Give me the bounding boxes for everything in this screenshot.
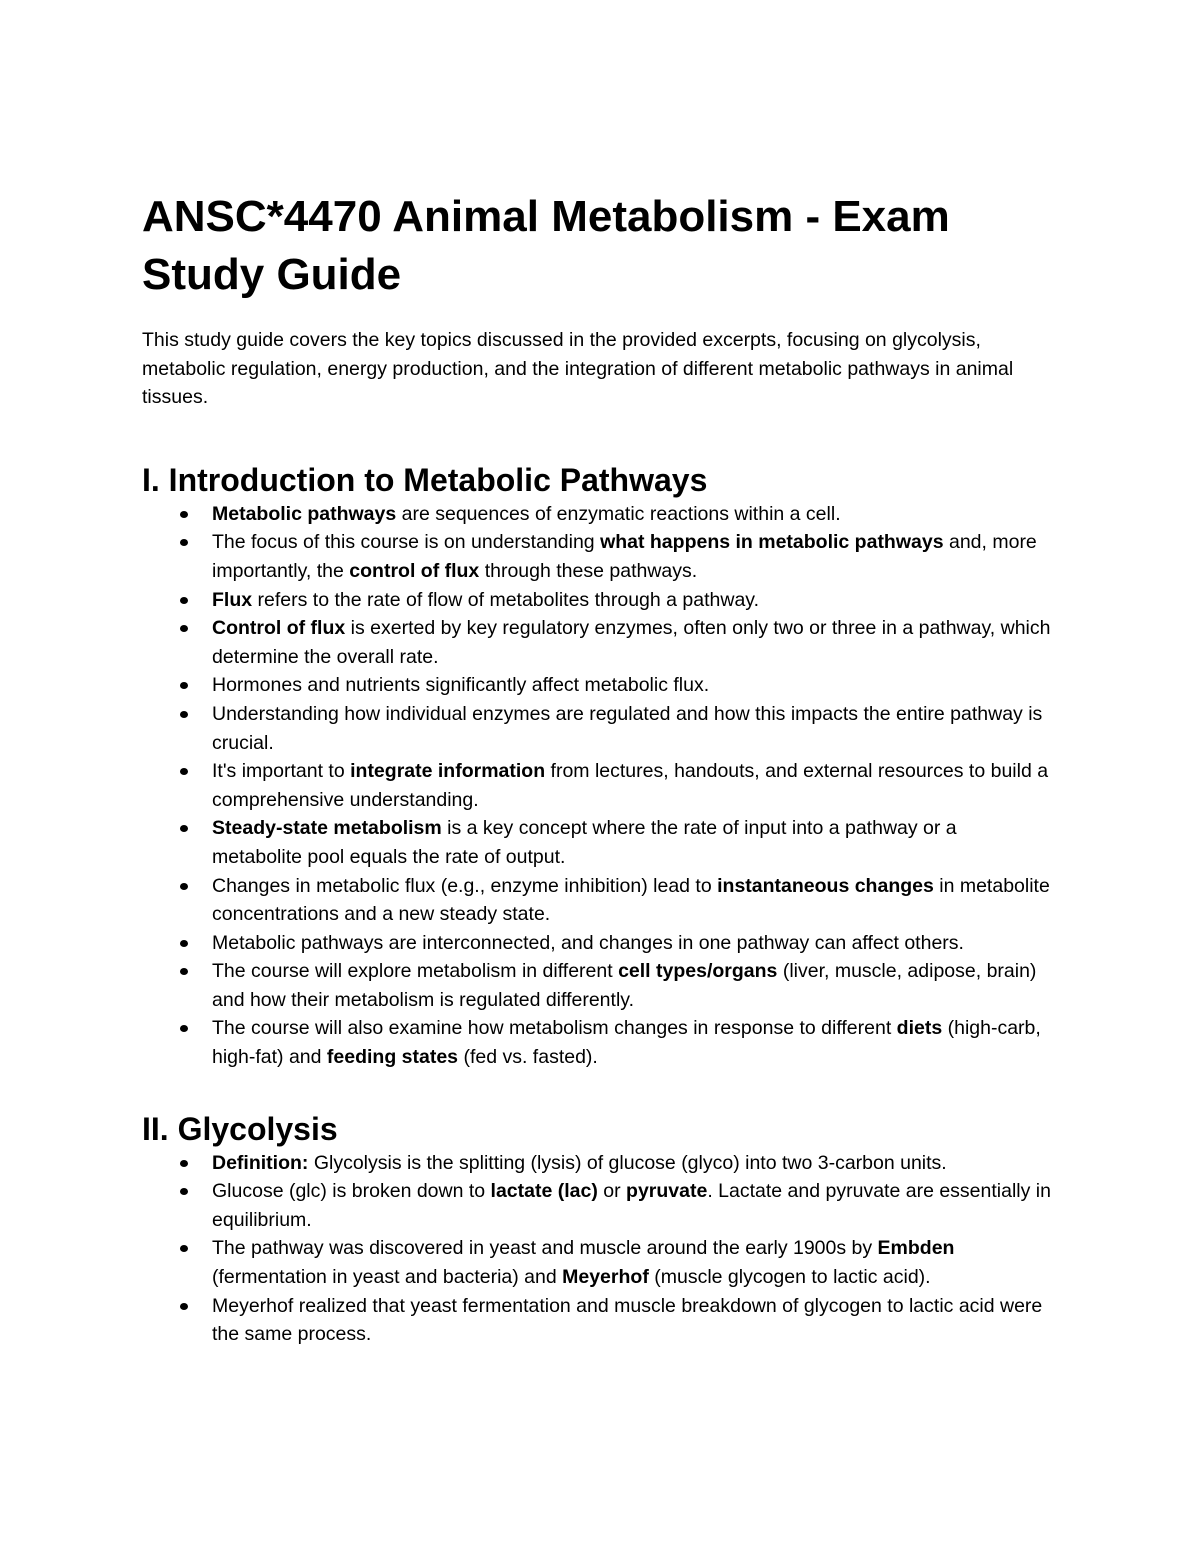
list-item: Changes in metabolic flux (e.g., enzyme inhibition) lead to instantaneous changes in metabolite concentrations and a new steady state. — [142, 872, 1052, 929]
bullet-icon — [180, 625, 188, 632]
list-item: Steady-state metabolism is a key concept where the rate of input into a pathway or a metabolite pool equals the rate of output. — [142, 814, 1052, 871]
bullet-icon — [180, 825, 188, 832]
section-introduction-list — [142, 500, 1052, 1072]
bullet-icon — [180, 597, 188, 604]
section-heading-introduction: I. Introduction to Metabolic Pathways — [142, 461, 708, 498]
bullet-icon — [180, 1188, 188, 1195]
bullet-icon — [180, 539, 188, 546]
list-item: Control of flux is exerted by key regulatory enzymes, often only two or three in a pathway, which determine the overall rate. — [142, 614, 1052, 671]
bullet-icon — [180, 768, 188, 775]
intro-paragraph: This study guide covers the key topics discussed in the provided excerpts, focusing on glycolysis, metabolic regulation, energy production, and the integration of different metabolic pathways in animal tissues. — [142, 329, 1014, 409]
list-item: Metabolic pathways are interconnected, and changes in one pathway can affect others. — [142, 929, 1052, 958]
document-page — [142, 188, 1052, 1349]
document-title: ANSC*4470 Animal Metabolism - Exam Study Guide — [142, 192, 950, 299]
section-glycolysis-list — [142, 1149, 1052, 1349]
list-item: Metabolic pathways are sequences of enzymatic reactions within a cell. — [142, 500, 1052, 529]
bullet-icon — [180, 1245, 188, 1252]
list-item: The pathway was discovered in yeast and muscle around the early 1900s by Embden (fermentation in yeast and bacteria) and Meyerhof (muscle glycogen to lactic acid). — [142, 1234, 1052, 1291]
bullet-icon — [180, 1160, 188, 1167]
list-item: The course will also examine how metabolism changes in response to different diets (high-carb, high-fat) and feeding states (fed vs. fasted). — [142, 1014, 1052, 1071]
list-item: Understanding how individual enzymes are regulated and how this impacts the entire pathway is crucial. — [142, 700, 1052, 757]
list-item: The focus of this course is on understanding what happens in metabolic pathways and, more importantly, the control of flux through these pathways. — [142, 528, 1052, 585]
bullet-icon — [180, 883, 188, 890]
list-item: The course will explore metabolism in different cell types/organs (liver, muscle, adipose, brain) and how their metabolism is regulated differently. — [142, 957, 1052, 1014]
bullet-icon — [180, 711, 188, 718]
list-item: It's important to integrate information from lectures, handouts, and external resources to build a comprehensive understanding. — [142, 757, 1052, 814]
bullet-icon — [180, 1303, 188, 1310]
list-item: Flux refers to the rate of flow of metabolites through a pathway. — [142, 586, 1052, 615]
list-item: Definition: Glycolysis is the splitting (lysis) of glucose (glyco) into two 3-carbon units. — [142, 1149, 1052, 1178]
bullet-icon — [180, 682, 188, 689]
section-heading-glycolysis: II. Glycolysis — [142, 1110, 338, 1147]
list-item: Glucose (glc) is broken down to lactate (lac) or pyruvate. Lactate and pyruvate are essentially in equilibrium. — [142, 1177, 1052, 1234]
bullet-icon — [180, 940, 188, 947]
bullet-icon — [180, 511, 188, 518]
bullet-icon — [180, 1025, 188, 1032]
list-item: Meyerhof realized that yeast fermentation and muscle breakdown of glycogen to lactic acid were the same process. — [142, 1292, 1052, 1349]
bullet-icon — [180, 968, 188, 975]
list-item: Hormones and nutrients significantly affect metabolic flux. — [142, 671, 1052, 700]
